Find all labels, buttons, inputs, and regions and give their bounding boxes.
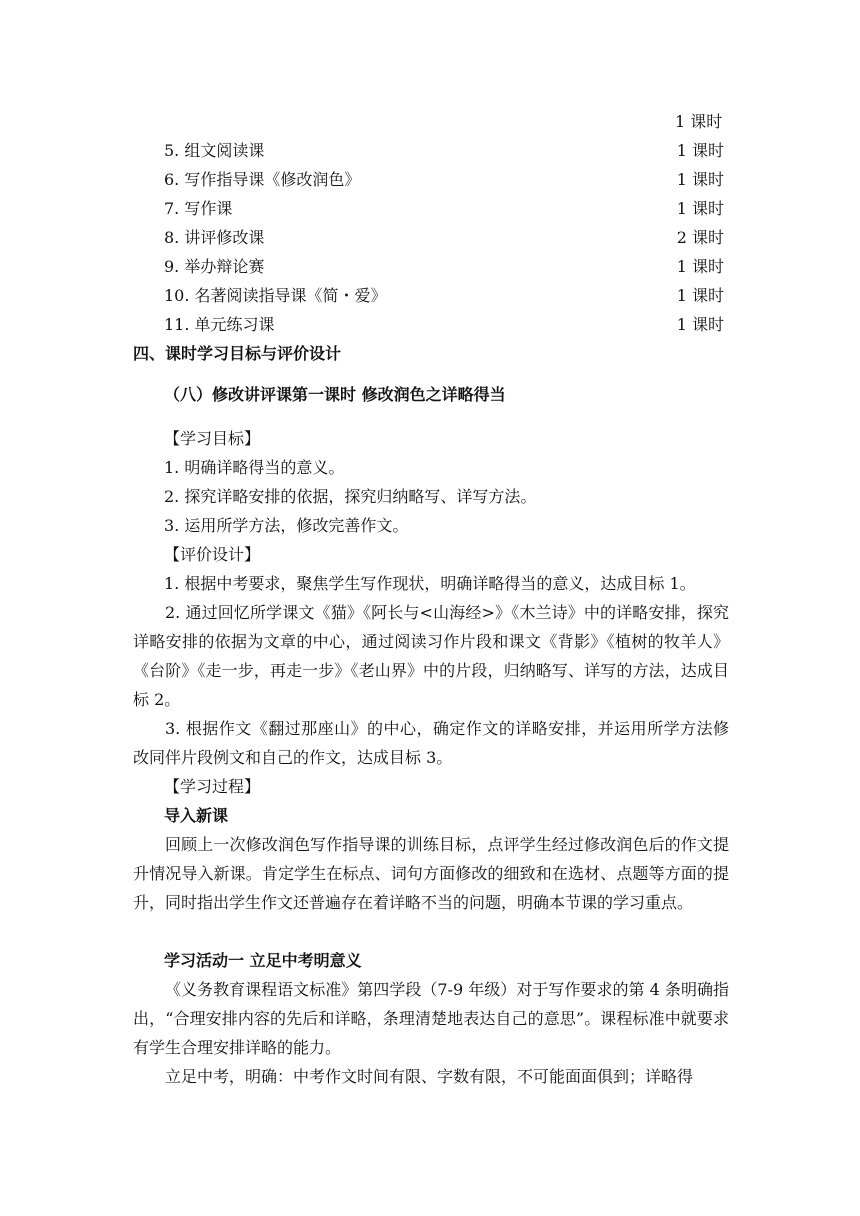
schedule-row: [164, 281, 724, 310]
intro-paragraph: 回顾上一次修改润色写作指导课的训练目标，点评学生经过修改润色后的作文提升情况导入新课。肯定学生在标点、词句方面修改的细致和在选材、点题等方面的提升，同时指出学生作文还普遍存在着详略不当的问题，明确本节课的学习重点。: [133, 835, 729, 912]
evaluation-item: 1. 根据中考要求，聚焦学生写作现状，明确详略得当的意义，达成目标 1。: [164, 574, 696, 593]
activity1-heading: 学习活动一 立足中考明意义: [164, 951, 362, 970]
schedule-row: [164, 252, 724, 281]
schedule-item-hours: 1 课时: [676, 315, 724, 334]
schedule-row: [164, 136, 724, 165]
activity1-paragraph: 《义务教育课程语文标准》第四学段（7-9 年级）对于写作要求的第 4 条明确指出，“合理安排内容的先后和详略，条理清楚地表达自己的意思”。课程标准中就要求有学生合理安排详略的能力。: [133, 980, 729, 1057]
process-heading: 【学习过程】: [164, 777, 261, 796]
evaluation-item: 3. 根据作文《翻过那座山》的中心，确定作文的详略安排，并运用所学方法修改同伴片段例文和自己的作文，达成目标 3。: [133, 719, 729, 767]
schedule-carry-hours: 1 课时: [675, 112, 723, 131]
schedule-item-hours: 1 课时: [676, 170, 724, 189]
schedule-item-hours: 1 课时: [676, 286, 724, 305]
objective-item: 3. 运用所学方法，修改完善作文。: [164, 516, 409, 535]
intro-heading: 导入新课: [164, 806, 229, 825]
schedule-item-label: 7. 写作课: [164, 199, 233, 218]
evaluation-item: 2. 通过回忆所学课文《猫》《阿长与<山海经>》《木兰诗》中的详略安排，探究详略安排的依据为文章的中心，通过阅读习作片段和课文《背影》《植树的牧羊人》《台阶》《走一步，再走一步》《老山界》中的片段，归纳略写、详写的方法，达成目标 2。: [133, 603, 729, 709]
objective-item: 2. 探究详略安排的依据，探究归纳略写、详写方法。: [164, 487, 537, 506]
schedule-item-label: 10. 名著阅读指导课《简・爱》: [164, 286, 387, 305]
schedule-item-label: 8. 讲评修改课: [164, 228, 265, 247]
schedule-item-label: 11. 单元练习课: [164, 315, 275, 334]
objective-item: 1. 明确详略得当的意义。: [164, 458, 345, 477]
objectives-heading: 【学习目标】: [164, 429, 261, 448]
activity1-paragraph-continued: 立足中考，明确：中考作文时间有限、字数有限，不可能面面俱到；详略得: [165, 1067, 694, 1086]
section-heading: 四、课时学习目标与评价设计: [133, 344, 342, 363]
evaluation-heading: 【评价设计】: [164, 545, 261, 564]
schedule-item-hours: 1 课时: [676, 199, 724, 218]
schedule-item-hours: 1 课时: [676, 141, 724, 160]
lesson-title: （八）修改讲评课第一课时 修改润色之详略得当: [164, 385, 506, 404]
schedule-row: [164, 223, 724, 252]
schedule-row: [164, 310, 724, 339]
schedule-item-label: 6. 写作指导课《修改润色》: [164, 170, 361, 189]
schedule-item-label: 5. 组文阅读课: [164, 141, 265, 160]
schedule-item-label: 9. 举办辩论赛: [164, 257, 265, 276]
schedule-item-hours: 2 课时: [676, 228, 724, 247]
schedule-row: [164, 165, 724, 194]
schedule-row: [164, 194, 724, 223]
schedule-item-hours: 1 课时: [676, 257, 724, 276]
